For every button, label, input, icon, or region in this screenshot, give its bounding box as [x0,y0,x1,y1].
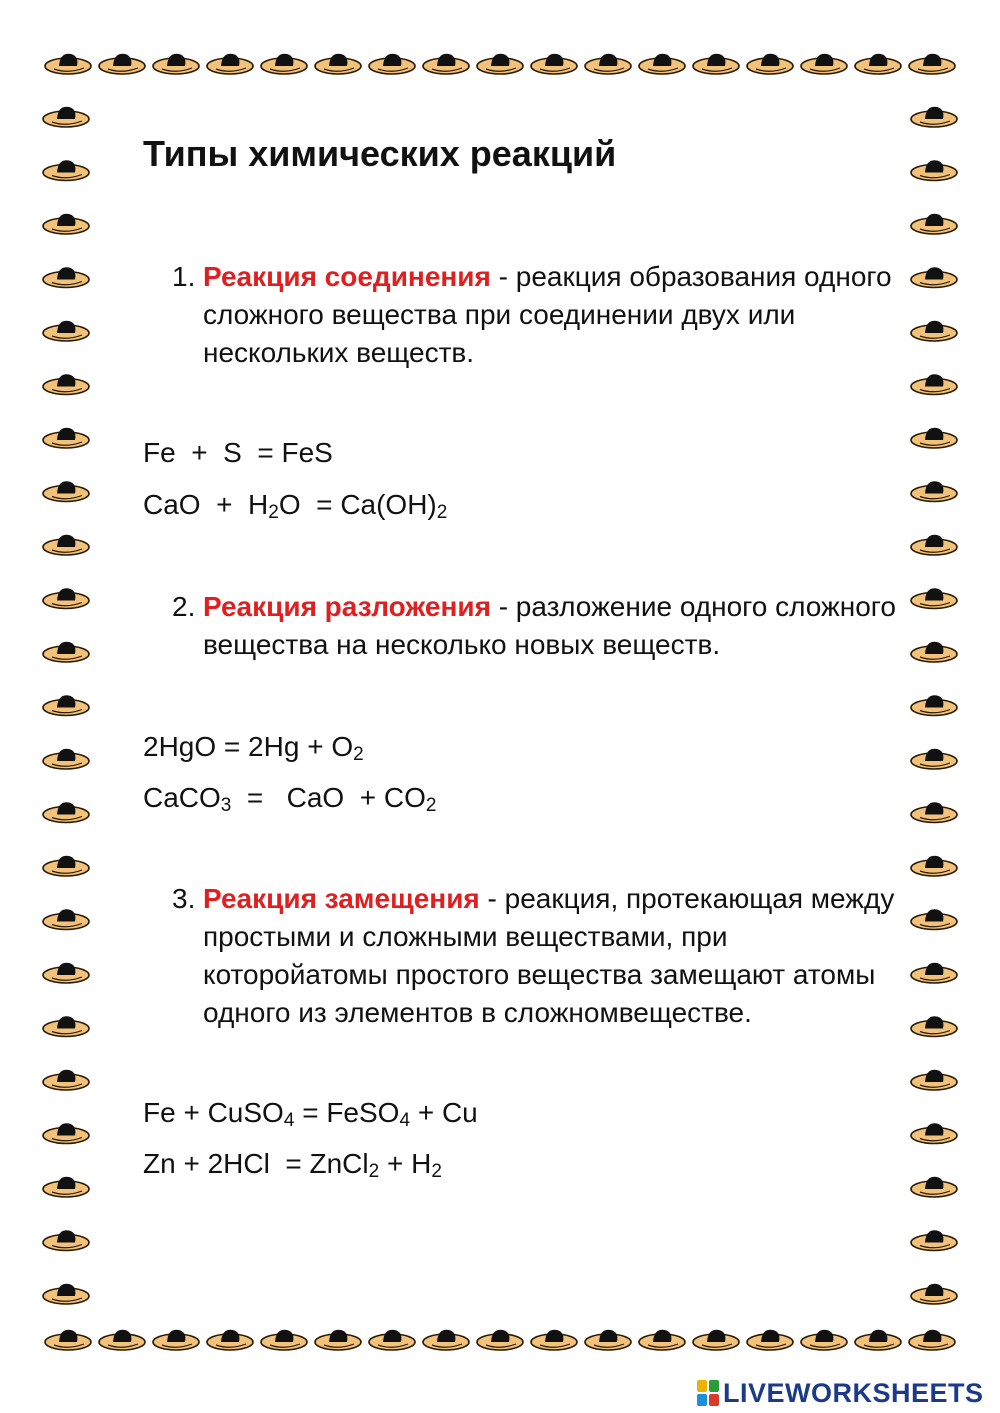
section-2-body [203,588,907,664]
sombrero-icon [911,214,957,234]
sombrero-icon [911,749,957,769]
section-1-definition: - реакция образования одного сложного вещества при соединении двух или нескольких веществ. [203,261,892,368]
sombrero-icon [911,535,957,555]
section-1-term: Реакция соединения [203,261,491,292]
sombrero-icon [531,1330,577,1350]
sombrero-icon [315,1330,361,1350]
sombrero-icon [43,535,89,555]
equation: CaCO$_3$ = CaO + $CO_2$ [143,782,437,816]
sombrero-icon [911,321,957,341]
sombrero-icon [911,909,957,929]
sombrero-icon [261,1330,307,1350]
sombrero-icon [911,481,957,501]
sombrero-icon [747,1330,793,1350]
sombrero-icon [369,54,415,74]
sombrero-icon [43,1177,89,1197]
sombrero-icon [153,54,199,74]
section-1-body [203,258,907,372]
sombrero-icon [45,1330,91,1350]
sombrero-icon [909,1330,955,1350]
section-1 [172,258,907,372]
equation: $2HgO = 2Hg + O_2$ [143,731,364,765]
sombrero-icon [801,1330,847,1350]
sombrero-icon [911,1016,957,1036]
sombrero-icon [207,54,253,74]
sombrero-icon [477,1330,523,1350]
sombrero-icon [801,54,847,74]
sombrero-icon [43,428,89,448]
sombrero-icon [423,1330,469,1350]
section-2 [172,588,907,664]
sombrero-icon [911,1230,957,1250]
sombrero-icon [43,963,89,983]
sombrero-icon [911,107,957,127]
sombrero-icon [43,481,89,501]
sombrero-icon [911,1177,957,1197]
sombrero-icon [911,695,957,715]
sombrero-icon [911,642,957,662]
sombrero-icon [43,160,89,180]
sombrero-icon [43,642,89,662]
sombrero-icon [585,1330,631,1350]
sombrero-icon [911,963,957,983]
section-3-term: Реакция замещения [203,883,480,914]
sombrero-icon [43,1230,89,1250]
sombrero-icon [693,1330,739,1350]
sombrero-icon [911,374,957,394]
sombrero-icon [43,107,89,127]
sombrero-icon [43,1070,89,1090]
equation: Fe + CuSO$_4$ = FeSO$_4$ + Cu [143,1097,478,1131]
sombrero-icon [207,1330,253,1350]
section-3-body [203,880,907,1032]
sombrero-icon [911,856,957,876]
equation: CaO + $H_2O = Ca(OH)_2$ [143,489,448,523]
sombrero-icon [43,909,89,929]
sombrero-icon [315,54,361,74]
sombrero-icon [911,1070,957,1090]
sombrero-icon [693,54,739,74]
sombrero-icon [43,214,89,234]
sombrero-icon [531,54,577,74]
sombrero-icon [43,802,89,822]
logo-icon [697,1380,719,1406]
sombrero-icon [43,856,89,876]
watermark-text: LIVEWORKSHEETS [723,1377,984,1408]
sombrero-icon [911,160,957,180]
sombrero-icon [909,54,955,74]
section-3-definition: - реакция, протекающая между простыми и сложными веществами, при которойатомы простого вещества замещают атомы одного из элементов в сложномвеществе. [203,883,895,1028]
sombrero-icon [855,1330,901,1350]
section-1-number: 1. [172,261,196,292]
sombrero-icon [43,321,89,341]
sombrero-icon [747,54,793,74]
sombrero-icon [99,54,145,74]
sombrero-icon [43,1123,89,1143]
sombrero-icon [911,588,957,608]
sombrero-icon [639,1330,685,1350]
sombrero-icon [261,54,307,74]
section-2-term: Реакция разложения [203,591,491,622]
equation: Fe + S = FeS [143,437,333,468]
sombrero-icon [153,1330,199,1350]
section-3-number: 3. [172,883,196,914]
sombrero-icon [911,1284,957,1304]
sombrero-icon [911,802,957,822]
liveworksheets-logo [697,1377,984,1409]
sombrero-icon [911,1123,957,1143]
section-3 [172,880,907,1032]
section-2-definition: - разложение одного сложного вещества на несколько новых веществ. [203,591,896,660]
sombrero-icon [477,54,523,74]
sombrero-icon [639,54,685,74]
section-2-number: 2. [172,591,196,622]
sombrero-icon [43,1016,89,1036]
equation: Zn + 2HCl = ZnCl$_2$ + $H_2$ [143,1148,442,1182]
sombrero-icon [855,54,901,74]
sombrero-icon [43,749,89,769]
sombrero-icon [45,54,91,74]
sombrero-icon [43,267,89,287]
sombrero-icon [43,1284,89,1304]
sombrero-icon [99,1330,145,1350]
sombrero-icon [43,695,89,715]
sombrero-icon [911,267,957,287]
page-title: Типы химических реакций [143,133,617,174]
sombrero-icon [369,1330,415,1350]
sombrero-icon [423,54,469,74]
sombrero-icon [43,588,89,608]
sombrero-icon [43,374,89,394]
sombrero-icon [585,54,631,74]
sombrero-icon [911,428,957,448]
